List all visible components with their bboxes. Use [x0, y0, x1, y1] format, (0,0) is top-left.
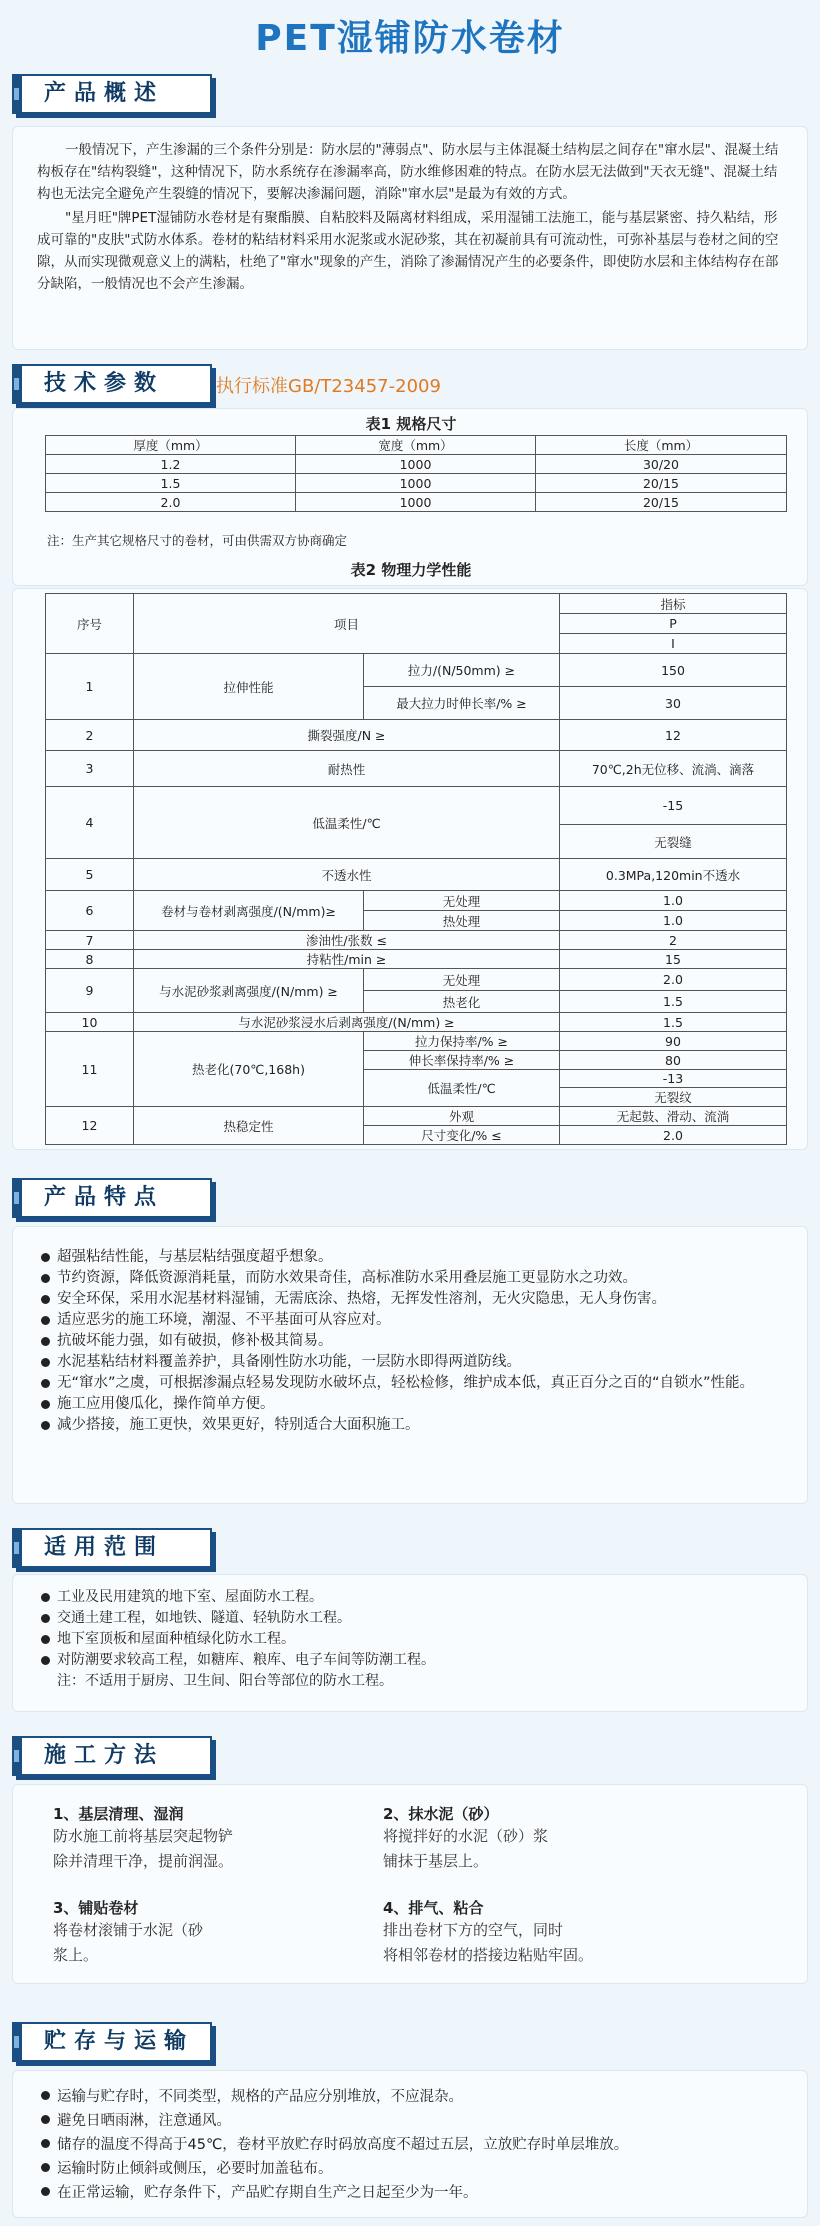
table-row [46, 474, 787, 493]
scope-note: 注：不适用于厨房、卫生间、阳台等部位的防水工程。 [57, 1673, 393, 1689]
cell: 2 [46, 720, 134, 751]
overview-paragraph-1: 一般情况下，产生渗漏的三个条件分别是：防水层的"薄弱点"、防水层与主体混凝土结构层之间存在"窜水层"、混凝土结构板存在"结构裂缝"，这种情况下，防水系统存在渗漏率高，防水维修困难的特点。在防水层无法做到"天衣无缝"、混凝土结构也无法完全避免产生裂缝的情况下，要解决渗漏问题，消除"窜水层"是最为有效的方式。 [37, 142, 779, 202]
header-no: 序号 [46, 594, 134, 654]
step-body-line: 将相邻卷材的搭接边粘贴牢固。 [383, 1946, 594, 1964]
list-item: 无“窜水”之虞，可根据渗漏点轻易发现防水破坏点，轻松检修，维护成本低，真正百分之百的“自锁水”性能。 [41, 1373, 793, 1394]
storage-list [41, 2085, 795, 2205]
cell: 热老化 [364, 991, 560, 1013]
table2-section [12, 588, 808, 1150]
cell: 无处理 [364, 891, 560, 911]
cell: 2.0 [560, 1126, 787, 1145]
cell: 2.0 [560, 969, 787, 991]
header-type-p: P [560, 614, 787, 634]
cell: 1.5 [46, 474, 296, 493]
cell: 与水泥砂浆剥离强度/(N/mm) ≥ [134, 969, 364, 1013]
cell: 尺寸变化/% ≤ [364, 1126, 560, 1145]
cell: 30 [560, 687, 787, 720]
cell: 拉伸性能 [134, 654, 364, 720]
cell: 外观 [364, 1107, 560, 1126]
list-item: 工业及民用建筑的地下室、屋面防水工程。 [41, 1587, 793, 1608]
header-index: 指标 [560, 594, 787, 614]
list-item: 运输时防止倾斜或侧压，必要时加盖毡布。 [41, 2157, 795, 2181]
list-item: 施工应用傻瓜化，操作简单方便。 [41, 1394, 793, 1415]
cell: 热稳定性 [134, 1107, 364, 1145]
cell: 与水泥砂浆浸水后剥离强度/(N/mm) ≥ [134, 1013, 560, 1032]
cell: 1.0 [560, 891, 787, 911]
table-row [46, 493, 787, 512]
cell: 拉力/(N/50mm) ≥ [364, 654, 560, 687]
cell: 渗油性/张数 ≤ [134, 931, 560, 950]
step-4 [383, 1897, 783, 1968]
cell: 80 [560, 1051, 787, 1070]
step-body-line: 将卷材滚铺于水泥（砂 [53, 1921, 204, 1939]
cell: 2.0 [46, 493, 296, 512]
method-heading-text: 施工方法 [44, 1743, 165, 1768]
property-table [45, 593, 787, 1145]
cell: 150 [560, 654, 787, 687]
cell: -13 [560, 1070, 787, 1088]
cell: 卷材与卷材剥离强度/(N/mm)≥ [134, 891, 364, 931]
list-item: 水泥基粘结材料覆盖养护，具备刚性防水功能，一层防水即得两道防线。 [41, 1352, 793, 1373]
step-body-line: 浆上。 [53, 1946, 99, 1964]
cell: 70℃,2h无位移、流淌、滴落 [560, 751, 787, 787]
cell: 15 [560, 950, 787, 969]
storage-section [12, 2070, 808, 2218]
list-item: 地下室顶板和屋面种植绿化防水工程。 [41, 1629, 793, 1650]
features-section [12, 1226, 808, 1504]
storage-heading [12, 2022, 212, 2062]
features-list [41, 1247, 793, 1436]
cell: 无起鼓、滑动、流淌 [560, 1107, 787, 1126]
cell: 9 [46, 969, 134, 1013]
cell: 1000 [296, 493, 536, 512]
features-heading-text: 产品特点 [44, 1185, 165, 1210]
cell: 撕裂强度/N ≥ [134, 720, 560, 751]
table-row [46, 455, 787, 474]
cell: 最大拉力时伸长率/% ≥ [364, 687, 560, 720]
list-item: 储存的温度不得高于45℃，卷材平放贮存时码放高度不超过五层，立放贮存时单层堆放。 [41, 2133, 795, 2157]
cell: 8 [46, 950, 134, 969]
list-item: 抗破坏能力强，如有破损，修补极其简易。 [41, 1331, 793, 1352]
overview-paragraph-2: "星月旺"牌PET湿铺防水卷材是有聚酯膜、自粘胶料及隔离材料组成，采用湿铺工法施工，能与基层紧密、持久粘结，形成可靠的"皮肤"式防水体系。卷材的粘结材料采用水泥浆或水泥砂浆，其在初凝前具有可流动性，可弥补基层与卷材之间的空隙，从而实现微观意义上的满粘，杜绝了"窜水"现象的产生，消除了渗漏情况产生的必要条件，即使防水层和主体结构存在部分缺陷，一般情况也不会产生渗漏。 [37, 210, 779, 292]
step-3 [53, 1897, 373, 1968]
table1-title: 表1 规格尺寸 [365, 415, 457, 433]
step-2 [383, 1803, 783, 1874]
standard-label: 执行标准GB/T23457-2009 [216, 376, 441, 397]
cell: 低温柔性/℃ [134, 787, 560, 859]
step-body-line: 防水施工前将基层突起物铲 [53, 1827, 234, 1845]
scope-list [41, 1587, 793, 1671]
method-heading [12, 1736, 212, 1776]
step-1 [53, 1803, 373, 1874]
list-item: 安全环保，采用水泥基材料湿铺，无需底涂、热熔，无挥发性溶剂，无火灾隐患，无人身伤害。 [41, 1289, 793, 1310]
scope-section [12, 1574, 808, 1712]
page-title: PET湿铺防水卷材 [255, 18, 565, 59]
list-item: 节约资源，降低资源消耗量，而防水效果奇佳，高标准防水采用叠层施工更显防水之功效。 [41, 1268, 793, 1289]
cell: 持粘性/min ≥ [134, 950, 560, 969]
spec-table [45, 435, 787, 512]
cell: 6 [46, 891, 134, 931]
list-item: 避免日晒雨淋，注意通风。 [41, 2109, 795, 2133]
cell: 0.3MPa,120min不透水 [560, 859, 787, 891]
tech-heading [12, 364, 212, 404]
cell: -15 [560, 787, 787, 825]
step-body-line: 将搅拌好的水泥（砂）浆 [383, 1827, 549, 1845]
cell: 12 [560, 720, 787, 751]
cell: 耐热性 [134, 751, 560, 787]
scope-heading [12, 1528, 212, 1568]
cell: 12 [46, 1107, 134, 1145]
cell: 3 [46, 751, 134, 787]
table2-title: 表2 物理力学性能 [350, 561, 472, 579]
header-type-i: I [560, 634, 787, 654]
list-item: 运输与贮存时，不同类型，规格的产品应分别堆放，不应混杂。 [41, 2085, 795, 2109]
step-title: 4、排气、粘合 [383, 1899, 484, 1917]
cell: 30/20 [536, 455, 787, 474]
cell: 1.0 [560, 911, 787, 931]
storage-heading-text: 贮存与运输 [44, 2029, 195, 2054]
table1-note: 注：生产其它规格尺寸的卷材，可由供需双方协商确定 [47, 533, 348, 548]
cell: 热处理 [364, 911, 560, 931]
overview-heading-text: 产品概述 [44, 81, 165, 106]
features-heading [12, 1178, 212, 1218]
cell: 1000 [296, 455, 536, 474]
cell: 4 [46, 787, 134, 859]
cell: 90 [560, 1032, 787, 1051]
cell: 热老化(70℃,168h) [134, 1032, 364, 1107]
list-item: 对防潮要求较高工程，如糖库、粮库、电子车间等防潮工程。 [41, 1650, 793, 1671]
cell: 20/15 [536, 493, 787, 512]
scope-heading-text: 适用范围 [44, 1535, 165, 1560]
cell: 2 [560, 931, 787, 950]
cell: 10 [46, 1013, 134, 1032]
list-item: 在正常运输，贮存条件下，产品贮存期自生产之日起至少为一年。 [41, 2181, 795, 2205]
step-body-line: 除并清理干净，提前润湿。 [53, 1852, 234, 1870]
overview-heading [12, 74, 212, 114]
step-title: 2、抹水泥（砂） [383, 1805, 499, 1823]
cell: 1.5 [560, 991, 787, 1013]
cell: 无裂缝 [560, 825, 787, 859]
list-item: 交通土建工程，如地铁、隧道、轻轨防水工程。 [41, 1608, 793, 1629]
cell: 不透水性 [134, 859, 560, 891]
cell: 7 [46, 931, 134, 950]
cell: 1000 [296, 474, 536, 493]
step-title: 3、铺贴卷材 [53, 1899, 139, 1917]
table1-section [12, 408, 808, 586]
header-thickness: 厚度（mm） [46, 436, 296, 455]
method-section [12, 1784, 808, 1984]
cell: 1 [46, 654, 134, 720]
cell: 拉力保持率/% ≥ [364, 1032, 560, 1051]
cell: 无裂纹 [560, 1088, 787, 1107]
cell: 无处理 [364, 969, 560, 991]
step-title: 1、基层清理、湿润 [53, 1805, 184, 1823]
header-width: 宽度（mm） [296, 436, 536, 455]
header-length: 长度（mm） [536, 436, 787, 455]
list-item: 适应恶劣的施工环境，潮湿、不平基面可从容应对。 [41, 1310, 793, 1331]
list-item: 超强粘结性能，与基层粘结强度超乎想象。 [41, 1247, 793, 1268]
list-item: 减少搭接，施工更快，效果更好，特别适合大面积施工。 [41, 1415, 793, 1436]
cell: 低温柔性/℃ [364, 1070, 560, 1107]
table-header-row [46, 436, 787, 455]
cell: 1.2 [46, 455, 296, 474]
cell: 伸长率保持率/% ≥ [364, 1051, 560, 1070]
step-body-line: 铺抹于基层上。 [383, 1852, 489, 1870]
overview-section [12, 126, 808, 350]
step-body-line: 排出卷材下方的空气，同时 [383, 1921, 564, 1939]
header-item: 项目 [134, 594, 560, 654]
cell: 5 [46, 859, 134, 891]
cell: 11 [46, 1032, 134, 1107]
cell: 1.5 [560, 1013, 787, 1032]
tech-heading-text: 技术参数 [44, 371, 165, 396]
cell: 20/15 [536, 474, 787, 493]
